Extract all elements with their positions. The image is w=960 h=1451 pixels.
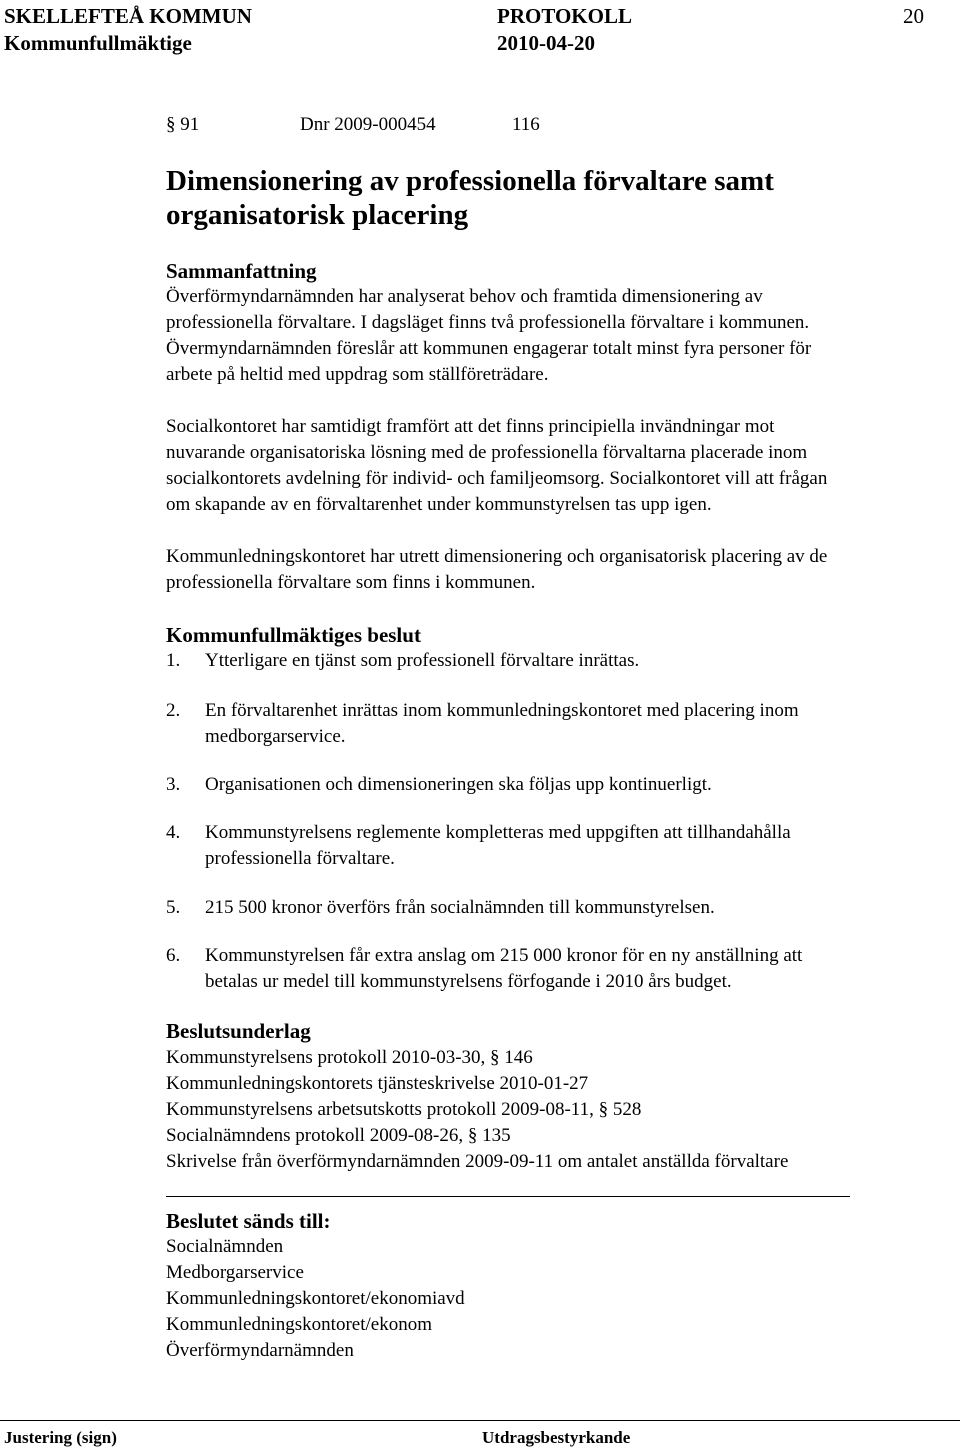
- text-line: Övermyndarnämnden föreslår att kommunen engagerar totalt minst fyra personer för: [166, 338, 812, 359]
- footer-rule: [0, 1420, 960, 1421]
- decision-item-number: 4.: [166, 822, 181, 843]
- text-line: arbete på heltid med uppdrag som ställföreträdare.: [166, 364, 549, 385]
- recipient: Kommunledningskontoret/ekonomiavd: [166, 1288, 465, 1309]
- decision-item-text: Ytterligare en tjänst som professionell förvaltare inrättas.: [205, 650, 640, 671]
- basis-line: Kommunledningskontorets tjänsteskrivelse 2010-01-27: [166, 1073, 589, 1094]
- text-line: Kommunstyrelsens reglemente kompletteras med uppgiften att tillhandahålla: [205, 822, 791, 843]
- decision-item: [0, 943, 960, 995]
- decision-item-number: 3.: [166, 774, 181, 795]
- decision-item: [0, 698, 960, 750]
- basis-line: Skrivelse från överförmyndarnämnden 2009-09-11 om antalet anställda förvaltare: [166, 1151, 789, 1172]
- text-line: medborgarservice.: [205, 726, 346, 747]
- text-line: om skapande av en förvaltarenhet under kommunstyrelsen tas upp igen.: [166, 494, 712, 515]
- org-name: SKELLEFTEÅ KOMMUN: [4, 4, 252, 28]
- meeting-date: 2010-04-20: [497, 31, 595, 55]
- footer-justering: Justering (sign): [4, 1428, 117, 1447]
- page-title: [166, 164, 774, 232]
- text-line: Överförmyndarnämnden har analyserat behov och framtida dimensionering av: [166, 286, 763, 307]
- recipient: Kommunledningskontoret/ekonom: [166, 1314, 432, 1335]
- decision-item: [0, 895, 960, 925]
- decision-item: [0, 648, 960, 678]
- text-line: professionella förvaltare.: [205, 848, 395, 869]
- summary-paragraph-1: [166, 284, 811, 388]
- basis-line: Kommunstyrelsens protokoll 2010-03-30, § 146: [166, 1047, 533, 1068]
- dnr: Dnr 2009-000454: [300, 114, 436, 135]
- title-line: organisatorisk placering: [166, 199, 469, 231]
- sent-to-heading: Beslutet sänds till:: [166, 1209, 331, 1233]
- text-line: betalas ur medel till kommunstyrelsens förfogande i 2010 års budget.: [205, 971, 732, 992]
- sent-to-list: [166, 1234, 465, 1364]
- recipient: Socialnämnden: [166, 1236, 284, 1257]
- decision-heading: Kommunfullmäktiges beslut: [166, 623, 421, 647]
- decision-item-number: 1.: [166, 650, 181, 671]
- summary-paragraph-3: [166, 544, 827, 596]
- basis-heading: Beslutsunderlag: [166, 1019, 311, 1043]
- basis-line: Kommunstyrelsens arbetsutskotts protokoll 2009-08-11, § 528: [166, 1099, 642, 1120]
- decision-item-number: 2.: [166, 700, 181, 721]
- decision-item-text: [205, 943, 802, 995]
- separator-line: [166, 1196, 850, 1197]
- case-code: 116: [512, 114, 540, 135]
- summary-heading: Sammanfattning: [166, 259, 317, 283]
- decision-item: [0, 772, 960, 802]
- footer-utdragsbestyrkande: Utdragsbestyrkande: [482, 1428, 631, 1447]
- decision-item-text: Organisationen och dimensioneringen ska följas upp kontinuerligt.: [205, 774, 712, 795]
- decision-item-text: [205, 820, 791, 872]
- text-line: professionella förvaltare som finns i kommunen.: [166, 572, 536, 593]
- decision-item: [0, 820, 960, 872]
- page-number: 20: [903, 4, 924, 28]
- basis-line: Socialnämndens protokoll 2009-08-26, § 135: [166, 1125, 511, 1146]
- text-line: Kommunstyrelsen får extra anslag om 215 000 kronor för en ny anställning att: [205, 945, 803, 966]
- body-name: Kommunfullmäktige: [4, 31, 192, 55]
- text-line: Socialkontoret har samtidigt framfört att det finns principiella invändningar mot: [166, 416, 775, 437]
- recipient: Medborgarservice: [166, 1262, 304, 1283]
- title-line: Dimensionering av professionella förvaltare samt: [166, 165, 774, 197]
- recipient: Överförmyndarnämnden: [166, 1340, 354, 1361]
- text-line: Kommunledningskontoret har utrett dimensionering och organisatorisk placering av de: [166, 546, 828, 567]
- text-line: socialkontorets avdelning för individ- och familjeomsorg. Socialkontoret vill att frågan: [166, 468, 828, 489]
- text-line: nuvarande organisatoriska lösning med de professionella förvaltarna placerade inom: [166, 442, 808, 463]
- summary-paragraph-2: [166, 414, 827, 518]
- decision-item-text: [205, 698, 799, 750]
- basis-list: [166, 1045, 788, 1175]
- decision-item-text: 215 500 kronor överförs från socialnämnden till kommunstyrelsen.: [205, 897, 715, 918]
- text-line: professionella förvaltare. I dagsläget finns två professionella förvaltare i kommunen.: [166, 312, 810, 333]
- decision-item-number: 6.: [166, 945, 181, 966]
- paragraph-number: § 91: [166, 114, 200, 135]
- doc-type: PROTOKOLL: [497, 4, 632, 28]
- decision-item-number: 5.: [166, 897, 181, 918]
- text-line: En förvaltarenhet inrättas inom kommunledningskontoret med placering inom: [205, 700, 799, 721]
